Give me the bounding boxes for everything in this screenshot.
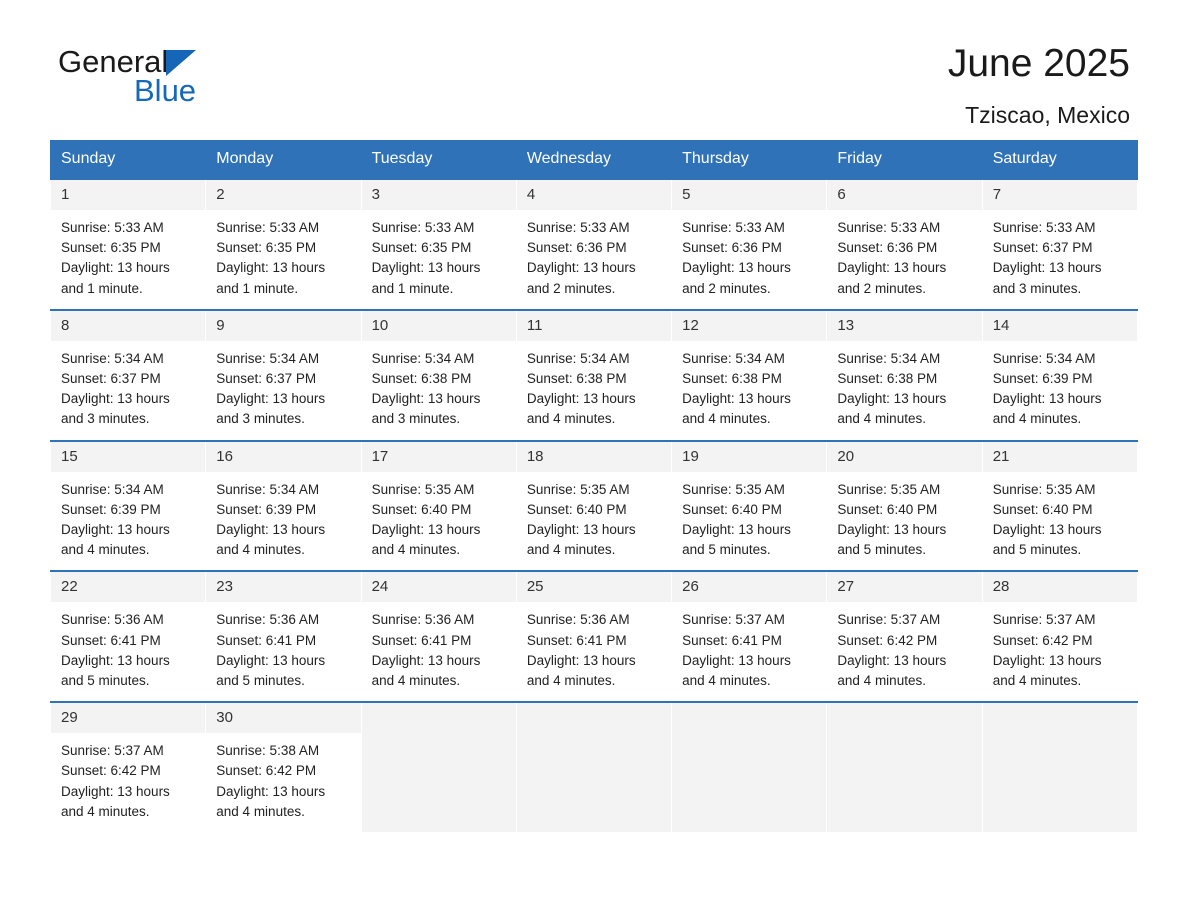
day-details [362,341,516,440]
day-details [517,210,671,309]
day-details [51,602,205,701]
day-number: 3 [371,186,380,203]
day-cell[interactable] [516,310,671,441]
day-details [672,341,826,440]
sunrise-text: Sunrise: 5:33 AM [526,220,630,235]
daylight-text-line1: Daylight: 13 hours [371,522,481,538]
sunset-text: Sunset: 6:42 PM [992,632,1093,648]
day-number [517,703,671,709]
day-details [362,210,516,309]
day-details [827,715,981,801]
day-number: 20 [837,447,855,465]
day-cell[interactable] [361,179,516,310]
calendar-week-row [51,441,1138,572]
day-details [827,472,981,571]
day-details [362,602,516,701]
daylight-text-line1: Daylight: 13 hours [526,391,636,407]
day-cell[interactable] [827,441,982,572]
sunrise-text: Sunrise: 5:34 AM [526,350,630,366]
daylight-text-line2: and 4 minutes. [992,411,1082,427]
daylight-text-line2: and 5 minutes. [682,542,771,558]
sunset-text: Sunset: 6:39 PM [61,501,161,517]
weekday-header-friday: Friday [827,141,982,180]
day-number: 2 [216,186,225,203]
general-blue-logo [58,45,318,107]
sunset-text: Sunset: 6:42 PM [61,763,161,779]
day-details [672,472,826,571]
daylight-text-line2: and 4 minutes. [992,673,1082,689]
sunset-text: Sunset: 6:39 PM [216,501,317,517]
sunrise-text: Sunrise: 5:34 AM [61,350,164,366]
sunrise-text: Sunrise: 5:35 AM [526,481,630,497]
daylight-text-line1: Daylight: 13 hours [992,260,1102,276]
title-block [948,40,1130,129]
day-details [206,472,360,571]
sunset-text: Sunset: 6:41 PM [216,632,317,648]
daylight-text-line1: Daylight: 13 hours [371,260,481,276]
daylight-text-line1: Daylight: 13 hours [526,522,636,538]
day-number: 7 [992,186,1002,203]
day-cell[interactable] [51,441,206,572]
daylight-text-line1: Daylight: 13 hours [682,391,791,407]
day-cell[interactable] [827,571,982,702]
day-number: 13 [837,316,855,334]
page-header [50,0,1138,140]
day-details [517,602,671,701]
sunset-text: Sunset: 6:41 PM [371,632,472,648]
day-cell[interactable] [51,179,206,310]
daylight-text-line2: and 4 minutes. [526,673,616,689]
sunrise-text: Sunrise: 5:34 AM [837,350,941,366]
day-cell[interactable] [672,441,827,572]
day-number: 29 [61,709,78,727]
sunset-text: Sunset: 6:41 PM [682,632,782,648]
sunrise-text: Sunrise: 5:34 AM [61,481,164,497]
daylight-text-line1: Daylight: 13 hours [526,260,636,276]
daylight-text-line1: Daylight: 13 hours [682,522,791,538]
day-number: 17 [371,447,389,465]
sunset-text: Sunset: 6:38 PM [837,371,938,387]
sunset-text: Sunset: 6:40 PM [992,501,1093,517]
daylight-text-line2: and 5 minutes. [61,673,150,689]
day-number [672,703,826,709]
sunrise-text: Sunrise: 5:37 AM [682,612,785,628]
calendar-week-row [51,571,1138,702]
day-details [362,472,516,571]
day-number: 27 [837,578,855,596]
sunrise-text: Sunrise: 5:36 AM [526,612,630,628]
logo-text-general [58,45,196,79]
day-cell[interactable] [516,441,671,572]
day-cell[interactable] [361,441,516,572]
day-details [983,210,1137,309]
daylight-text-line2: and 1 minute. [216,280,299,296]
weekday-header-saturday: Saturday [982,141,1137,180]
sunset-text: Sunset: 6:38 PM [682,371,782,387]
day-details [672,210,826,309]
day-cell[interactable] [361,310,516,441]
sunset-text: Sunset: 6:42 PM [216,763,317,779]
day-cell-empty [672,702,827,832]
day-number: 8 [61,316,70,334]
day-number: 26 [682,578,699,596]
day-cell[interactable] [516,571,671,702]
day-cell[interactable] [206,179,361,310]
sunrise-text: Sunrise: 5:35 AM [371,481,475,497]
daylight-text-line1: Daylight: 13 hours [61,783,170,799]
day-number: 22 [61,578,78,596]
day-details [206,210,360,309]
day-number: 11 [526,316,543,334]
sunset-text: Sunset: 6:36 PM [682,240,782,256]
daylight-text-line1: Daylight: 13 hours [837,652,947,668]
sunset-text: Sunset: 6:38 PM [526,371,627,387]
daylight-text-line2: and 1 minute. [61,280,143,296]
sunrise-text: Sunrise: 5:35 AM [992,481,1096,497]
sunset-text: Sunset: 6:35 PM [61,240,161,256]
day-cell[interactable] [672,310,827,441]
daylight-text-line2: and 4 minutes. [526,542,616,558]
daylight-text-line2: and 4 minutes. [371,542,461,558]
day-cell-empty [516,702,671,832]
day-number: 16 [216,447,233,465]
logo-triangle-icon [166,50,196,76]
day-number: 25 [526,578,544,596]
calendar-week-row [51,310,1138,441]
day-details [672,715,826,801]
daylight-text-line1: Daylight: 13 hours [992,522,1102,538]
sunrise-text: Sunrise: 5:34 AM [682,350,785,366]
sunrise-text: Sunrise: 5:34 AM [216,481,320,497]
daylight-text-line1: Daylight: 13 hours [837,260,947,276]
day-details [983,715,1137,801]
calendar-week-row [51,179,1138,310]
sunrise-text: Sunrise: 5:33 AM [682,220,785,235]
sunrise-text: Sunrise: 5:36 AM [371,612,475,628]
daylight-text-line2: and 4 minutes. [682,673,771,689]
day-number: 5 [682,186,691,203]
sunset-text: Sunset: 6:41 PM [61,632,161,648]
sunset-text: Sunset: 6:40 PM [526,501,627,517]
sunset-text: Sunset: 6:37 PM [216,371,317,387]
daylight-text-line1: Daylight: 13 hours [61,391,170,407]
day-details [517,715,671,801]
sunrise-text: Sunrise: 5:38 AM [216,743,320,759]
daylight-text-line1: Daylight: 13 hours [216,652,326,668]
day-cell[interactable] [672,179,827,310]
daylight-text-line1: Daylight: 13 hours [61,260,170,276]
sunset-text: Sunset: 6:40 PM [837,501,938,517]
day-details [51,210,205,309]
day-cell[interactable] [206,571,361,702]
sunrise-text: Sunrise: 5:33 AM [371,220,475,235]
sunrise-text: Sunrise: 5:36 AM [216,612,320,628]
daylight-text-line2: and 2 minutes. [526,280,616,296]
location-subtitle: Tziscao, Mexico [965,102,1130,128]
daylight-text-line2: and 3 minutes. [216,411,305,427]
day-details [517,472,671,571]
day-number: 15 [61,447,78,465]
sunset-text: Sunset: 6:39 PM [992,371,1093,387]
weekday-header-wednesday: Wednesday [516,141,671,180]
daylight-text-line2: and 3 minutes. [61,411,150,427]
daylight-text-line2: and 5 minutes. [216,673,305,689]
day-number: 28 [992,578,1010,596]
page-title: June 2025 [947,42,1130,85]
daylight-text-line1: Daylight: 13 hours [216,783,326,799]
sunrise-text: Sunrise: 5:34 AM [371,350,475,366]
daylight-text-line2: and 4 minutes. [216,803,305,819]
daylight-text-line2: and 5 minutes. [992,542,1082,558]
daylight-text-line1: Daylight: 13 hours [837,522,947,538]
day-cell[interactable] [982,310,1137,441]
daylight-text-line2: and 4 minutes. [682,411,771,427]
day-cell[interactable] [206,702,361,832]
day-number: 18 [526,447,544,465]
day-cell[interactable] [982,441,1137,572]
day-details [983,602,1137,701]
day-details [827,210,981,309]
sunset-text: Sunset: 6:38 PM [371,371,472,387]
daylight-text-line1: Daylight: 13 hours [682,652,791,668]
day-number: 9 [216,316,225,334]
sunrise-text: Sunrise: 5:34 AM [216,350,320,366]
day-number: 12 [682,316,699,334]
daylight-text-line2: and 4 minutes. [837,673,926,689]
day-details [827,341,981,440]
daylight-text-line1: Daylight: 13 hours [526,652,636,668]
day-number [827,703,981,709]
daylight-text-line1: Daylight: 13 hours [216,522,326,538]
logo-word-general: General [58,44,169,79]
sunset-text: Sunset: 6:36 PM [526,240,627,256]
sunrise-text: Sunrise: 5:34 AM [992,350,1096,366]
sunrise-text: Sunrise: 5:33 AM [837,220,941,235]
day-details [206,602,360,701]
day-details [983,472,1137,571]
day-cell-empty [827,702,982,832]
sunrise-text: Sunrise: 5:37 AM [837,612,941,628]
daylight-text-line1: Daylight: 13 hours [216,260,326,276]
day-number [362,703,516,709]
day-number: 10 [371,316,389,334]
day-cell[interactable] [827,179,982,310]
sunrise-text: Sunrise: 5:33 AM [216,220,320,235]
day-number: 6 [837,186,846,203]
daylight-text-line2: and 4 minutes. [216,542,305,558]
day-number: 30 [216,709,233,727]
day-details [827,602,981,701]
daylight-text-line2: and 4 minutes. [526,411,616,427]
sunrise-text: Sunrise: 5:36 AM [61,612,164,628]
daylight-text-line1: Daylight: 13 hours [61,652,170,668]
day-cell[interactable] [206,441,361,572]
daylight-text-line2: and 4 minutes. [371,673,461,689]
daylight-text-line1: Daylight: 13 hours [992,391,1102,407]
day-number [983,703,1137,709]
sunset-text: Sunset: 6:42 PM [837,632,938,648]
weekday-header-thursday: Thursday [672,141,827,180]
sunrise-text: Sunrise: 5:37 AM [992,612,1096,628]
daylight-text-line1: Daylight: 13 hours [61,522,170,538]
day-cell[interactable] [672,571,827,702]
day-number: 14 [992,316,1010,334]
day-details [51,472,205,571]
daylight-text-line1: Daylight: 13 hours [216,391,326,407]
day-number: 24 [371,578,389,596]
daylight-text-line1: Daylight: 13 hours [371,652,481,668]
day-cell-empty [361,702,516,832]
daylight-text-line2: and 1 minute. [371,280,454,296]
day-number: 23 [216,578,233,596]
daylight-text-line1: Daylight: 13 hours [682,260,791,276]
day-details [51,733,205,832]
day-cell[interactable] [206,310,361,441]
day-cell[interactable] [51,310,206,441]
daylight-text-line2: and 5 minutes. [837,542,926,558]
day-cell[interactable] [361,571,516,702]
weekday-header-monday: Monday [206,141,361,180]
logo-text-blue: Blue [134,73,197,108]
daylight-text-line1: Daylight: 13 hours [992,652,1102,668]
day-details [206,341,360,440]
daylight-text-line1: Daylight: 13 hours [371,391,481,407]
sunrise-sunset-calendar [50,140,1138,833]
sunset-text: Sunset: 6:37 PM [61,371,161,387]
day-details [517,341,671,440]
sunset-text: Sunset: 6:37 PM [992,240,1093,256]
calendar-week-row [51,702,1138,832]
sunset-text: Sunset: 6:40 PM [682,501,782,517]
daylight-text-line2: and 4 minutes. [61,803,150,819]
day-cell[interactable] [982,571,1137,702]
day-number: 4 [526,186,536,203]
day-details [983,341,1137,440]
daylight-text-line1: Daylight: 13 hours [837,391,947,407]
day-cell-empty [982,702,1137,832]
sunset-text: Sunset: 6:35 PM [216,240,317,256]
sunrise-text: Sunrise: 5:37 AM [61,743,164,759]
day-cell[interactable] [516,179,671,310]
weekday-header-tuesday: Tuesday [361,141,516,180]
day-cell[interactable] [51,702,206,832]
sunrise-text: Sunrise: 5:35 AM [682,481,785,497]
daylight-text-line2: and 3 minutes. [992,280,1082,296]
sunset-text: Sunset: 6:35 PM [371,240,472,256]
day-details [362,715,516,801]
day-details [51,341,205,440]
daylight-text-line2: and 4 minutes. [61,542,150,558]
daylight-text-line2: and 3 minutes. [371,411,461,427]
day-cell[interactable] [51,571,206,702]
weekday-header-sunday: Sunday [51,141,206,180]
day-details [206,733,360,832]
sunset-text: Sunset: 6:40 PM [371,501,472,517]
daylight-text-line2: and 2 minutes. [682,280,771,296]
sunrise-text: Sunrise: 5:33 AM [992,220,1096,235]
calendar-body [51,179,1138,833]
day-cell[interactable] [982,179,1137,310]
daylight-text-line2: and 2 minutes. [837,280,926,296]
sunset-text: Sunset: 6:36 PM [837,240,938,256]
day-cell[interactable] [827,310,982,441]
sunset-text: Sunset: 6:41 PM [526,632,627,648]
weekday-header-row [51,141,1138,180]
day-number: 19 [682,447,699,465]
day-number: 21 [992,447,1010,465]
sunrise-text: Sunrise: 5:33 AM [61,220,164,235]
day-number: 1 [61,186,70,203]
sunrise-text: Sunrise: 5:35 AM [837,481,941,497]
day-details [672,602,826,701]
daylight-text-line2: and 4 minutes. [837,411,926,427]
